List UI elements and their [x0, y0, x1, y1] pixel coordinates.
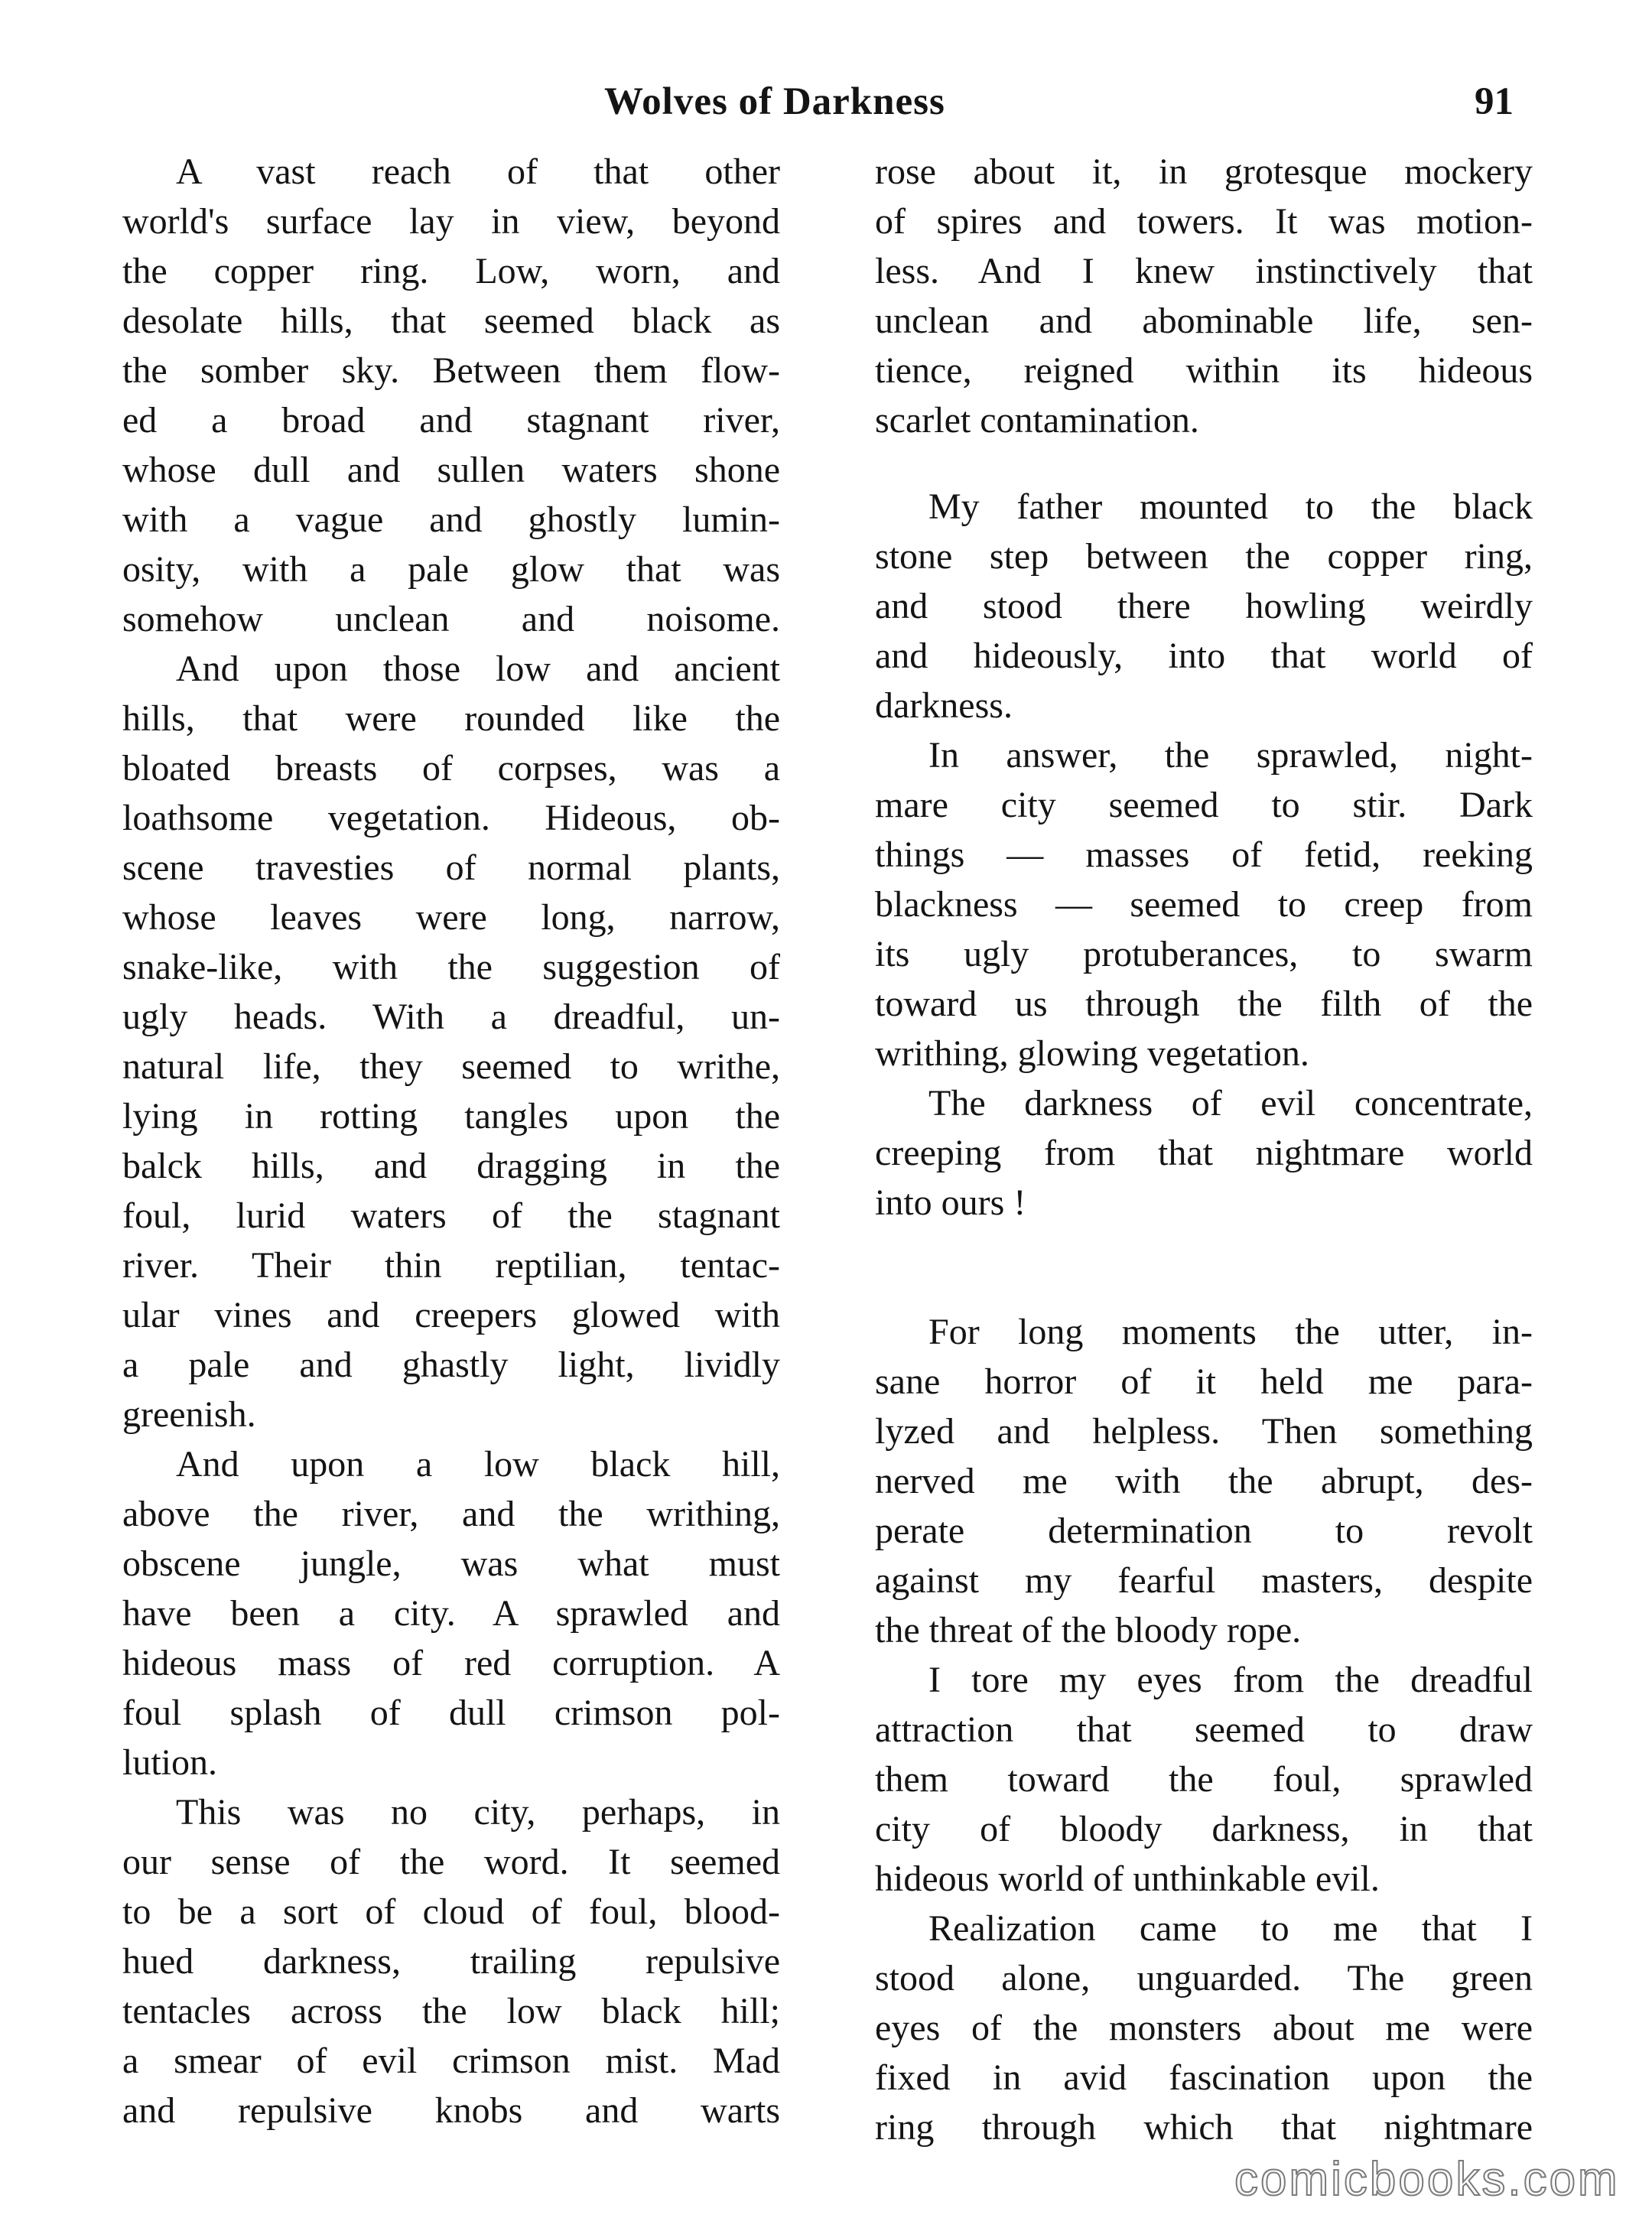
text-line: fixed in avid fascination upon the: [875, 2057, 1533, 2098]
text-line: osity, with a pale glow that was: [122, 549, 780, 590]
text-line: hued darkness, trailing repulsive: [122, 1941, 780, 1982]
text-line: somehow unclean and noisome.: [122, 599, 780, 639]
paragraph: [122, 644, 780, 1439]
text-line: attraction that seemed to draw: [875, 1709, 1533, 1750]
text-line: And upon those low and ancient: [176, 649, 780, 689]
text-line: whose leaves were long, narrow,: [122, 897, 780, 938]
text-line: and repulsive knobs and warts: [122, 2090, 780, 2131]
text-line: its ugly protuberances, to swarm: [875, 934, 1533, 974]
section-break: [875, 1228, 1533, 1307]
text-line: A vast reach of that other: [176, 151, 780, 192]
text-line: a smear of evil crimson mist. Mad: [122, 2041, 780, 2081]
text-line: creeping from that nightmare world: [875, 1133, 1533, 1173]
text-line: loathsome vegetation. Hideous, ob-: [122, 798, 780, 838]
site-watermark: comicbooks.com: [1234, 2153, 1620, 2206]
text-line: perate determination to revolt: [875, 1511, 1533, 1551]
paragraph: [875, 1904, 1533, 2152]
text-line: scarlet contamination.: [875, 400, 1199, 441]
text-line: world's surface lay in view, beyond: [122, 201, 780, 242]
text-line: scene travesties of normal plants,: [122, 847, 780, 888]
text-line: Realization came to me that I: [928, 1908, 1533, 1949]
text-line: ugly heads. With a dreadful, un-: [122, 997, 780, 1037]
right-text-column: [875, 147, 1533, 2152]
text-line: greenish.: [122, 1394, 256, 1435]
text-line: city of bloody darkness, in that: [875, 1809, 1533, 1849]
text-line: foul, lurid waters of the stagnant: [122, 1195, 780, 1236]
text-line: ed a broad and stagnant river,: [122, 400, 780, 441]
text-line: a pale and ghastly light, lividly: [122, 1345, 780, 1385]
text-line: the copper ring. Low, worn, and: [122, 251, 780, 291]
text-line: ring through which that nightmare: [875, 2107, 1533, 2148]
paragraph: [122, 1439, 780, 1787]
text-line: unclean and abominable life, sen-: [875, 301, 1533, 341]
text-line: our sense of the word. It seemed: [122, 1842, 780, 1882]
paragraph: [875, 147, 1533, 445]
text-line: of spires and towers. It was motion-: [875, 201, 1533, 242]
text-line: blackness — seemed to creep from: [875, 884, 1533, 925]
text-line: My father mounted to the black: [928, 486, 1533, 527]
text-line: the threat of the bloody rope.: [875, 1610, 1302, 1650]
text-line: hideous world of unthinkable evil.: [875, 1859, 1380, 1899]
text-line: stone step between the copper ring,: [875, 536, 1533, 577]
text-line: lution.: [122, 1742, 218, 1783]
text-line: darkness.: [875, 685, 1013, 726]
paragraph: [875, 482, 1533, 730]
text-line: snake-like, with the suggestion of: [122, 947, 780, 987]
section-break: [875, 445, 1533, 482]
text-line: tentacles across the low black hill;: [122, 1991, 780, 2031]
text-line: writhing, glowing vegetation.: [875, 1033, 1309, 1074]
text-line: above the river, and the writhing,: [122, 1494, 780, 1534]
text-line: them toward the foul, sprawled: [875, 1759, 1533, 1800]
text-line: lying in rotting tangles upon the: [122, 1096, 780, 1137]
text-line: and stood there howling weirdly: [875, 586, 1533, 626]
paragraph: [122, 1787, 780, 2135]
text-line: And upon a low black hill,: [176, 1444, 780, 1485]
paragraph: [875, 730, 1533, 1078]
text-line: sane horror of it held me para-: [875, 1361, 1533, 1402]
text-line: ular vines and creepers glowed with: [122, 1295, 780, 1335]
paragraph: [122, 147, 780, 644]
text-line: with a vague and ghostly lumin-: [122, 499, 780, 540]
text-line: For long moments the utter, in-: [928, 1312, 1533, 1352]
text-line: have been a city. A sprawled and: [122, 1593, 780, 1634]
text-line: The darkness of evil concentrate,: [928, 1083, 1533, 1124]
text-line: hills, that were rounded like the: [122, 698, 780, 739]
text-line: lyzed and helpless. Then something: [875, 1411, 1533, 1452]
text-line: foul splash of dull crimson pol-: [122, 1693, 780, 1733]
text-line: rose about it, in grotesque mockery: [875, 151, 1533, 192]
text-line: eyes of the monsters about me were: [875, 2008, 1533, 2048]
text-line: obscene jungle, was what must: [122, 1543, 780, 1584]
text-line: the somber sky. Between them flow-: [122, 350, 780, 391]
text-line: toward us through the filth of the: [875, 984, 1533, 1024]
left-text-column: [122, 147, 780, 2135]
text-line: less. And I knew instinctively that: [875, 251, 1533, 291]
paragraph: [875, 1307, 1533, 1655]
text-line: river. Their thin reptilian, tentac-: [122, 1245, 780, 1286]
text-line: into ours !: [875, 1182, 1026, 1223]
text-line: things — masses of fetid, reeking: [875, 834, 1533, 875]
text-line: natural life, they seemed to writhe,: [122, 1046, 780, 1087]
text-line: whose dull and sullen waters shone: [122, 450, 780, 490]
text-line: to be a sort of cloud of foul, blood-: [122, 1891, 780, 1932]
text-line: bloated breasts of corpses, was a: [122, 748, 780, 789]
text-line: stood alone, unguarded. The green: [875, 1958, 1533, 1998]
running-header-title: Wolves of Darkness: [604, 80, 945, 123]
page-number: 91: [1475, 80, 1514, 123]
text-line: desolate hills, that seemed black as: [122, 301, 780, 341]
text-line: and hideously, into that world of: [875, 636, 1533, 676]
text-line: nerved me with the abrupt, des-: [875, 1461, 1533, 1501]
text-line: In answer, the sprawled, night-: [928, 735, 1533, 776]
text-line: tience, reigned within its hideous: [875, 350, 1533, 391]
text-line: hideous mass of red corruption. A: [122, 1643, 780, 1683]
text-line: mare city seemed to stir. Dark: [875, 785, 1533, 825]
text-line: This was no city, perhaps, in: [176, 1792, 780, 1833]
text-line: balck hills, and dragging in the: [122, 1146, 780, 1186]
paragraph: [875, 1655, 1533, 1904]
text-line: against my fearful masters, despite: [875, 1560, 1533, 1601]
text-line: I tore my eyes from the dreadful: [928, 1660, 1533, 1700]
paragraph: [875, 1078, 1533, 1228]
